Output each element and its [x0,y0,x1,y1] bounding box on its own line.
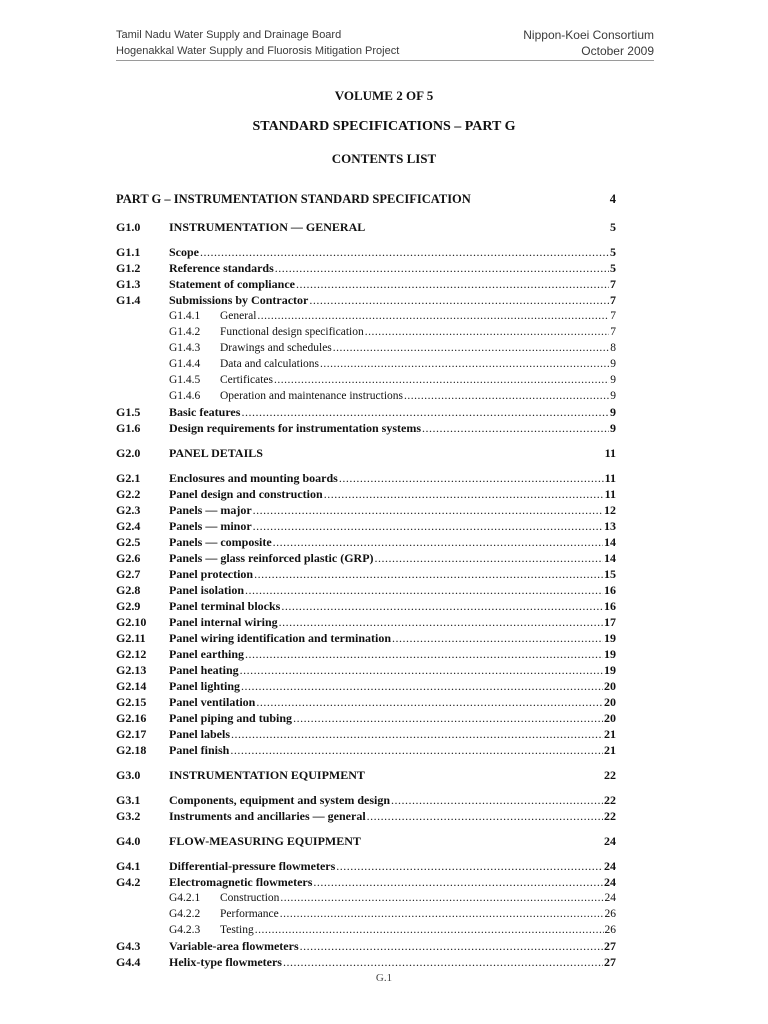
toc-entry-page: 9 [610,358,616,370]
toc-subsection-entry[interactable] [116,890,616,906]
toc-entry-label: Testing [220,924,254,936]
toc-entry-page: 14 [604,551,616,565]
toc-section-heading-g2[interactable] [116,444,616,462]
toc-leader-dots [336,858,603,874]
toc-section-page: 22 [604,768,616,782]
toc-entry-page: 20 [604,695,616,709]
toc-entry-number: G1.5 [116,405,141,419]
toc-entry-label: Panel protection [169,567,254,581]
toc-entry-page: 5 [610,261,616,275]
toc-subsection-entry[interactable] [116,308,616,324]
toc-entry-page: 27 [604,939,616,953]
toc-section-number: G4.0 [116,834,141,848]
volume-title: VOLUME 2 OF 5 [334,88,434,103]
toc-entry-page: 21 [604,743,616,757]
toc-entry-number: G1.4.6 [169,390,201,402]
toc-entry-number: G2.15 [116,695,147,709]
toc-leader-dots [275,260,609,276]
toc-leader-dots [391,792,603,808]
toc-entry-number: G2.12 [116,647,147,661]
toc-leader-dots [279,614,603,630]
toc-entry-number: G2.10 [116,615,147,629]
toc-entry-number: G2.16 [116,711,147,725]
toc-entry-number: G3.2 [116,809,141,823]
toc-section-heading-g3[interactable] [116,766,616,784]
toc-subsection-entry[interactable] [116,324,616,340]
toc-entry-page: 7 [610,277,616,291]
toc-entry-number: G2.5 [116,535,141,549]
toc-leader-dots [241,404,609,420]
toc-leader-dots [324,486,604,502]
toc-subsection-entry[interactable] [116,922,616,938]
table-of-contents [116,190,616,970]
toc-entry[interactable] [116,710,616,726]
toc-entry[interactable] [116,502,616,518]
toc-entry-label: Construction [220,892,280,904]
toc-entry-label: Functional design specification [220,326,364,338]
toc-entry-label: Differential-pressure flowmeters [169,859,336,873]
toc-entry-number: G2.14 [116,679,147,693]
toc-subsection-entry[interactable] [116,388,616,404]
toc-entry-number: G1.3 [116,277,141,291]
toc-entry-page: 26 [604,924,616,936]
toc-entry-number: G1.4.2 [169,326,201,338]
toc-entry[interactable] [116,858,616,874]
toc-section-page: 24 [604,834,616,848]
toc-entry-page: 7 [610,310,616,322]
toc-entry-page: 24 [604,859,616,873]
toc-entry-page: 22 [604,793,616,807]
toc-leader-dots [255,922,604,938]
toc-entry-number: G2.4 [116,519,141,533]
toc-entry-number: G2.8 [116,583,141,597]
toc-leader-dots [254,566,603,582]
toc-leader-dots [392,630,603,646]
toc-entry-page: 24 [604,875,616,889]
toc-entry-number: G2.11 [116,631,146,645]
toc-entry-label: General [220,310,257,322]
toc-entry-label: Panel isolation [169,583,245,597]
toc-entry[interactable] [116,244,616,260]
toc-entry-number: G1.2 [116,261,141,275]
header-rule [116,60,654,61]
toc-entry-number: G4.2.1 [169,892,201,904]
toc-entry[interactable] [116,292,616,308]
toc-entry-number: G1.6 [116,421,141,435]
header-right [523,27,654,58]
toc-entry-label: Panel finish [169,743,230,757]
toc-entry-label: Panels — major [169,503,252,517]
toc-entry-label: Data and calculations [220,358,319,370]
toc-entry-page: 16 [604,583,616,597]
toc-entry-label: Panels — minor [169,519,252,533]
toc-entry-label: Helix-type flowmeters [169,955,282,969]
toc-entry-number: G1.4.5 [169,374,201,386]
toc-entry-page: 19 [604,647,616,661]
toc-entry[interactable] [116,630,616,646]
toc-entry[interactable] [116,486,616,502]
toc-entry[interactable] [116,420,616,436]
toc-leader-dots [245,646,603,662]
toc-entry-number: G1.4 [116,293,141,307]
toc-entry-page: 9 [610,390,616,402]
toc-entry-label: Statement of compliance [169,277,295,291]
toc-section-label: PANEL DETAILS [169,446,263,460]
toc-entry[interactable] [116,566,616,582]
toc-entry-page: 17 [604,615,616,629]
header-date: October 2009 [581,44,654,58]
toc-leader-dots [375,550,603,566]
toc-leader-dots [300,938,603,954]
contents-title: CONTENTS LIST [331,151,437,166]
toc-entry-label: Components, equipment and system design [169,793,391,807]
toc-section-page: 5 [610,220,616,234]
toc-entry-page: 9 [610,421,616,435]
toc-entry[interactable] [116,662,616,678]
toc-entry[interactable] [116,582,616,598]
toc-entry-page: 13 [604,519,616,533]
toc-entry-number: G2.1 [116,471,141,485]
toc-entry-number: G4.1 [116,859,141,873]
toc-entry-page: 7 [610,293,616,307]
toc-leader-dots [240,662,603,678]
toc-entry-page: 5 [610,245,616,259]
toc-entry-page: 26 [604,908,616,920]
specification-title: STANDARD SPECIFICATIONS – PART G [252,119,516,134]
toc-leader-dots [404,388,609,404]
header-consortium: Nippon-Koei Consortium [523,28,654,42]
toc-leader-dots [273,534,603,550]
toc-leader-dots [241,678,603,694]
toc-leader-dots [422,420,609,436]
toc-entry-label: Certificates [220,374,274,386]
toc-entry-page: 24 [604,892,616,904]
toc-entry-number: G4.2.2 [169,908,201,920]
toc-entry-label: Performance [220,908,279,920]
toc-entry-number: G3.1 [116,793,141,807]
toc-entry-label: Electromagnetic flowmeters [169,875,313,889]
toc-leader-dots [320,356,609,372]
header-left [116,27,399,59]
toc-section-number: G1.0 [116,220,141,234]
toc-leader-dots [230,742,603,758]
toc-entry-number: G2.18 [116,743,147,757]
toc-entry-label: Panel terminal blocks [169,599,281,613]
toc-entry[interactable] [116,518,616,534]
toc-entry-label: Basic features [169,405,241,419]
toc-section-heading-g4[interactable] [116,832,616,850]
toc-entry-number: G1.4.1 [169,310,201,322]
toc-entry-number: G2.7 [116,567,141,581]
toc-section-page: 11 [604,446,616,460]
toc-part-heading[interactable] [116,190,616,208]
toc-entry[interactable] [116,598,616,614]
header-project: Hogenakkal Water Supply and Fluorosis Mitigation Project [116,45,400,57]
toc-entry-number: G1.1 [116,245,141,259]
toc-entry-label: Panel earthing [169,647,244,661]
toc-entry-number: G2.6 [116,551,141,565]
toc-entry-page: 14 [604,535,616,549]
toc-entry[interactable] [116,938,616,954]
toc-entry-label: Enclosures and mounting boards [169,471,338,485]
toc-entry[interactable] [116,614,616,630]
toc-entry[interactable] [116,694,616,710]
toc-entry-page: 21 [604,727,616,741]
toc-entry-label: Panel lighting [169,679,241,693]
toc-entry-number: G4.4 [116,955,141,969]
header-organization: Tamil Nadu Water Supply and Drainage Board [116,29,342,41]
toc-entry-page: 8 [610,342,616,354]
toc-entry-label: Panels — glass reinforced plastic (GRP) [169,551,374,565]
toc-leader-dots [296,276,609,292]
toc-entry[interactable] [116,550,616,566]
toc-entry-number: G4.2 [116,875,141,889]
toc-leader-dots [339,470,604,486]
toc-subsection-entry[interactable] [116,340,616,356]
toc-entry-label: Scope [169,245,199,259]
toc-entry[interactable] [116,276,616,292]
toc-entry-number: G1.4.3 [169,342,201,354]
toc-entry[interactable] [116,678,616,694]
toc-entry[interactable] [116,742,616,758]
toc-entry-page: 7 [610,326,616,338]
toc-entry-page: 19 [604,631,616,645]
toc-entry[interactable] [116,260,616,276]
toc-entry-number: G2.17 [116,727,147,741]
toc-section-label: FLOW-MEASURING EQUIPMENT [169,834,361,848]
toc-leader-dots [283,954,603,970]
toc-entry[interactable] [116,792,616,808]
toc-entry[interactable] [116,534,616,550]
toc-leader-dots [313,874,603,890]
toc-entry[interactable] [116,954,616,970]
toc-leader-dots [367,808,603,824]
toc-subsection-entry[interactable] [116,906,616,922]
toc-leader-dots [333,340,609,356]
toc-section-label: INSTRUMENTATION EQUIPMENT [169,768,365,782]
toc-entry[interactable] [116,470,616,486]
toc-leader-dots [293,710,603,726]
toc-leader-dots [256,694,603,710]
toc-entry-page: 15 [604,567,616,581]
toc-leader-dots [281,598,603,614]
toc-entry-page: 22 [604,809,616,823]
toc-entry-label: Panel internal wiring [169,615,278,629]
toc-leader-dots [231,726,603,742]
toc-entry-page: 9 [610,374,616,386]
toc-entry-page: 20 [604,711,616,725]
toc-entry[interactable] [116,874,616,890]
toc-entry-label: Panels — composite [169,535,272,549]
toc-leader-dots [200,244,609,260]
page-number: G.1 [375,972,393,984]
toc-entry[interactable] [116,808,616,824]
toc-entry[interactable] [116,404,616,420]
toc-entry[interactable] [116,726,616,742]
toc-section-number: G2.0 [116,446,141,460]
toc-entry-page: 19 [604,663,616,677]
toc-entry-label: Instruments and ancillaries — general [169,809,366,823]
toc-subsection-entry[interactable] [116,356,616,372]
toc-entry-page: 27 [604,955,616,969]
toc-leader-dots [280,906,604,922]
toc-section-heading-g1[interactable] [116,218,616,236]
toc-entry-page: 12 [604,503,616,517]
toc-leader-dots [280,890,603,906]
toc-part-label: PART G – INSTRUMENTATION STANDARD SPECIFICATION [116,192,471,206]
toc-entry-label: Submissions by Contractor [169,293,309,307]
toc-entry-number: G2.2 [116,487,141,501]
toc-leader-dots [257,308,609,324]
toc-leader-dots [365,324,610,340]
toc-entry-label: Panel wiring identification and termination [169,631,391,645]
toc-entry-label: Variable-area flowmeters [169,939,299,953]
toc-section-number: G3.0 [116,768,141,782]
toc-entry-page: 16 [604,599,616,613]
toc-part-page: 4 [609,192,616,206]
toc-entry-number: G2.9 [116,599,141,613]
toc-leader-dots [253,518,603,534]
toc-entry-label: Panel piping and tubing [169,711,293,725]
toc-leader-dots [274,372,609,388]
toc-entry-page: 11 [604,471,616,485]
toc-entry-page: 9 [610,405,616,419]
toc-entry-page: 11 [604,487,616,501]
toc-leader-dots [309,292,609,308]
toc-leader-dots [253,502,603,518]
toc-entry-page: 20 [604,679,616,693]
toc-entry[interactable] [116,646,616,662]
toc-entry-number: G4.3 [116,939,141,953]
toc-section-label: INSTRUMENTATION — GENERAL [169,220,366,234]
toc-entry-label: Panel labels [169,727,231,741]
toc-entry-label: Panel design and construction [169,487,323,501]
toc-entry-label: Panel heating [169,663,239,677]
toc-entry-label: Design requirements for instrumentation systems [169,421,421,435]
toc-entry-number: G2.13 [116,663,147,677]
toc-entry-label: Panel ventilation [169,695,256,709]
toc-entry-label: Operation and maintenance instructions [220,390,403,402]
toc-entry-number: G1.4.4 [169,358,201,370]
toc-entry-label: Drawings and schedules [220,342,332,354]
toc-entry-label: Reference standards [169,261,274,275]
toc-entry-number: G2.3 [116,503,141,517]
toc-leader-dots [245,582,603,598]
toc-entry-number: G4.2.3 [169,924,201,936]
toc-subsection-entry[interactable] [116,372,616,388]
